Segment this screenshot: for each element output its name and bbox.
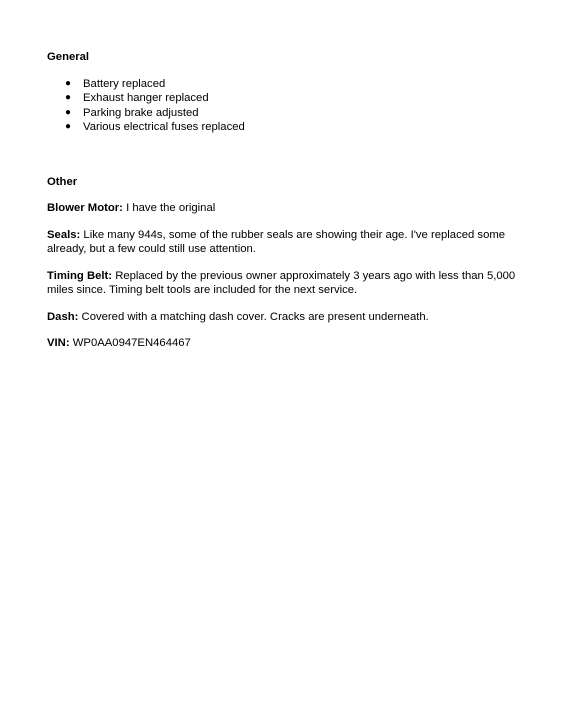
timing-belt-label: Timing Belt: (47, 269, 113, 282)
bullet-icon: ● (65, 106, 72, 118)
dash-label: Dash: (47, 310, 79, 323)
list-item-text: Exhaust hanger replaced (83, 92, 209, 104)
list-item-text: Parking brake adjusted (83, 106, 199, 119)
dash-paragraph (47, 310, 517, 325)
blower-motor-paragraph (47, 201, 517, 216)
seals-label: Seals: (47, 228, 81, 241)
other-heading: Other (47, 175, 78, 188)
list-item-text: Various electrical fuses replaced (83, 121, 245, 133)
seals-paragraph (47, 228, 517, 257)
vin-paragraph (47, 336, 517, 351)
vin-text: WP0AA0947EN464467 (69, 337, 191, 349)
timing-belt-text: Replaced by the previous owner approximately 3 years ago with less than 5,000 miles since. Timing belt tools are included for the next service. (47, 269, 516, 296)
seals-text: Like many 944s, some of the rubber seals are showing their age. I've replaced some already, but a few could still use attention. (47, 228, 506, 255)
bullet-icon: ● (65, 92, 72, 103)
list-item (47, 77, 517, 92)
vin-label: VIN: (47, 337, 70, 349)
list-item-text: Battery replaced (83, 77, 166, 90)
document-content (47, 50, 517, 351)
list-item (47, 120, 517, 135)
general-heading: General (47, 51, 90, 63)
list-item (47, 106, 517, 121)
dash-text: Covered with a matching dash cover. Cracks are present underneath. (78, 310, 429, 323)
blower-motor-label: Blower Motor: (47, 202, 123, 214)
timing-belt-paragraph (47, 269, 517, 298)
bullet-icon: ● (65, 77, 72, 89)
general-list (47, 77, 517, 135)
list-item (47, 91, 517, 106)
bullet-icon: ● (65, 121, 72, 132)
blower-motor-text: I have the original (122, 202, 216, 214)
other-section (47, 175, 517, 351)
